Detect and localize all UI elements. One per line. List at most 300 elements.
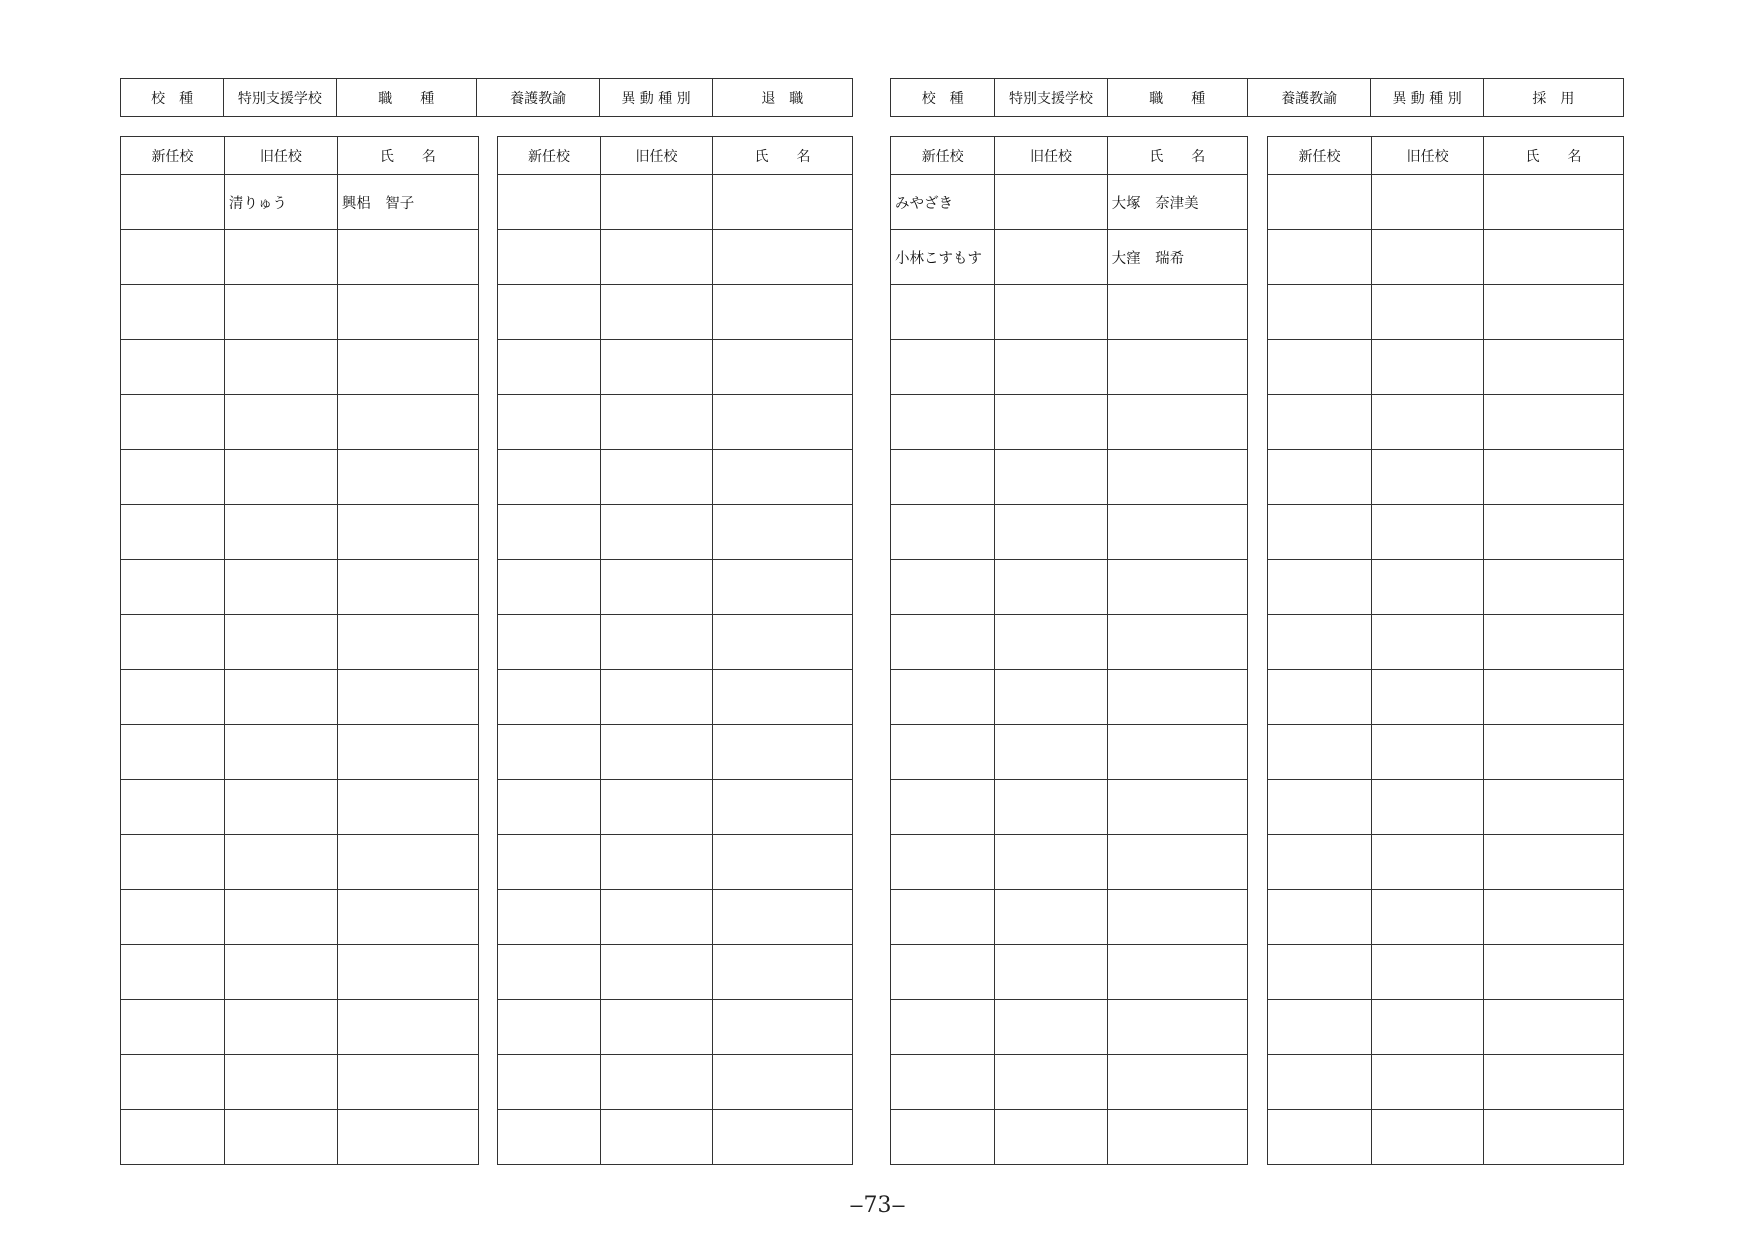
cell-old-school <box>1372 780 1484 835</box>
cell-new-school <box>1268 1055 1372 1110</box>
table-row <box>891 395 1248 450</box>
cell-name: 大窪 瑞希 <box>1107 230 1247 285</box>
cell-old-school <box>224 1000 337 1055</box>
table-row <box>891 1110 1248 1165</box>
cell-name <box>337 340 478 395</box>
table-row <box>891 835 1248 890</box>
cell-old-school <box>995 395 1107 450</box>
table-row <box>891 615 1248 670</box>
cell-new-school <box>891 560 995 615</box>
table-row <box>891 725 1248 780</box>
cell-new-school <box>1268 725 1372 780</box>
cell-name <box>1107 395 1247 450</box>
cell-new-school <box>121 340 225 395</box>
column-header-old-school: 旧任校 <box>1372 137 1484 175</box>
cell-old-school <box>601 450 713 505</box>
cell-new-school <box>498 1055 601 1110</box>
cell-old-school <box>995 890 1107 945</box>
cell-name <box>337 670 478 725</box>
table-row <box>891 560 1248 615</box>
cell-name <box>337 450 478 505</box>
cell-new-school <box>1268 890 1372 945</box>
cell-old-school <box>995 1055 1107 1110</box>
cell-old-school <box>224 340 337 395</box>
cell-new-school <box>498 340 601 395</box>
cell-name <box>1107 285 1247 340</box>
cell-name <box>713 505 853 560</box>
table-row <box>498 285 853 340</box>
cell-old-school <box>601 835 713 890</box>
cell-old-school <box>601 1110 713 1165</box>
cell-name <box>1107 1055 1247 1110</box>
cell-new-school <box>891 890 995 945</box>
table-row <box>1268 1000 1624 1055</box>
cell-name <box>337 395 478 450</box>
table-row <box>498 1110 853 1165</box>
cell-new-school <box>121 835 225 890</box>
cell-old-school <box>995 780 1107 835</box>
cell-new-school <box>121 890 225 945</box>
cell-old-school <box>1372 835 1484 890</box>
cell-new-school <box>121 560 225 615</box>
cell-name <box>1107 340 1247 395</box>
cell-new-school <box>498 175 601 230</box>
transfer-type-label: 異 動 種 別 <box>1371 79 1483 117</box>
cell-new-school <box>891 285 995 340</box>
table-row <box>121 505 479 560</box>
cell-old-school <box>224 780 337 835</box>
cell-old-school <box>224 945 337 1000</box>
job-type-label: 職 種 <box>1107 79 1247 117</box>
table-row <box>1268 615 1624 670</box>
table-row <box>891 450 1248 505</box>
table-row <box>1268 395 1624 450</box>
cell-name <box>713 780 853 835</box>
cell-name <box>337 780 478 835</box>
cell-name <box>1107 1110 1247 1165</box>
column-header-new-school: 新任校 <box>1268 137 1372 175</box>
table-row <box>498 890 853 945</box>
column-header-new-school: 新任校 <box>891 137 995 175</box>
table-row <box>891 670 1248 725</box>
cell-name: 大塚 奈津美 <box>1107 175 1247 230</box>
cell-name <box>1484 230 1624 285</box>
cell-name <box>1484 175 1624 230</box>
cell-old-school <box>601 780 713 835</box>
cell-name <box>713 725 853 780</box>
column-header-new-school: 新任校 <box>121 137 225 175</box>
cell-name <box>1107 890 1247 945</box>
cell-name <box>1484 395 1624 450</box>
cell-new-school <box>498 835 601 890</box>
cell-old-school <box>224 560 337 615</box>
cell-new-school <box>891 945 995 1000</box>
cell-new-school <box>1268 230 1372 285</box>
cell-old-school <box>1372 175 1484 230</box>
table-row <box>121 285 479 340</box>
cell-name <box>1107 505 1247 560</box>
table-row <box>121 725 479 780</box>
cell-name <box>1107 1000 1247 1055</box>
cell-name <box>1107 835 1247 890</box>
cell-old-school <box>1372 890 1484 945</box>
cell-new-school <box>498 560 601 615</box>
cell-new-school <box>1268 505 1372 560</box>
table-row <box>498 395 853 450</box>
cell-old-school <box>601 615 713 670</box>
table-row <box>121 945 479 1000</box>
table-row <box>498 725 853 780</box>
cell-old-school <box>224 285 337 340</box>
cell-old-school <box>995 505 1107 560</box>
cell-name <box>1107 725 1247 780</box>
cell-old-school <box>224 1055 337 1110</box>
table-row <box>891 340 1248 395</box>
cell-old-school <box>1372 395 1484 450</box>
column-header-name: 氏 名 <box>337 137 478 175</box>
cell-old-school <box>1372 505 1484 560</box>
table-row <box>121 395 479 450</box>
cell-new-school <box>1268 285 1372 340</box>
column-header-old-school: 旧任校 <box>224 137 337 175</box>
cell-new-school <box>498 1110 601 1165</box>
cell-new-school <box>891 725 995 780</box>
cell-new-school <box>891 835 995 890</box>
cell-new-school <box>498 890 601 945</box>
cell-old-school <box>224 725 337 780</box>
cell-old-school <box>601 945 713 1000</box>
cell-name <box>337 1000 478 1055</box>
cell-new-school <box>891 615 995 670</box>
cell-name <box>713 230 853 285</box>
cell-old-school <box>601 505 713 560</box>
cell-name <box>337 945 478 1000</box>
table-row <box>121 230 479 285</box>
cell-new-school <box>1268 450 1372 505</box>
cell-old-school <box>601 230 713 285</box>
cell-new-school <box>498 505 601 560</box>
cell-old-school <box>601 890 713 945</box>
table-row <box>498 230 853 285</box>
cell-old-school <box>1372 560 1484 615</box>
cell-old-school <box>224 890 337 945</box>
cell-old-school <box>224 1110 337 1165</box>
cell-new-school <box>121 1055 225 1110</box>
cell-old-school <box>601 285 713 340</box>
table-row <box>891 1000 1248 1055</box>
table-row <box>891 505 1248 560</box>
cell-name <box>1107 780 1247 835</box>
cell-name <box>1107 450 1247 505</box>
cell-name <box>713 1055 853 1110</box>
table-row <box>891 890 1248 945</box>
column-header-old-school: 旧任校 <box>995 137 1107 175</box>
cell-old-school <box>1372 615 1484 670</box>
cell-new-school <box>121 395 225 450</box>
table-row <box>1268 780 1624 835</box>
cell-old-school <box>995 340 1107 395</box>
cell-old-school <box>995 670 1107 725</box>
table-row <box>1268 450 1624 505</box>
cell-new-school <box>1268 1110 1372 1165</box>
table-row <box>121 780 479 835</box>
cell-old-school <box>224 615 337 670</box>
cell-old-school <box>995 945 1107 1000</box>
cell-new-school: 小林こすもす <box>891 230 995 285</box>
cell-name <box>1484 340 1624 395</box>
cell-name <box>713 670 853 725</box>
cell-old-school <box>1372 1055 1484 1110</box>
cell-new-school <box>121 945 225 1000</box>
cell-old-school <box>224 230 337 285</box>
cell-new-school <box>1268 395 1372 450</box>
cell-old-school <box>224 670 337 725</box>
cell-new-school <box>498 945 601 1000</box>
table-row <box>498 340 853 395</box>
table-row <box>1268 890 1624 945</box>
cell-old-school <box>601 725 713 780</box>
cell-name <box>1484 560 1624 615</box>
cell-new-school <box>1268 615 1372 670</box>
school-type-value: 特別支援学校 <box>995 79 1107 117</box>
cell-old-school <box>601 175 713 230</box>
roster-table-left-2 <box>497 136 853 1165</box>
cell-name <box>1107 615 1247 670</box>
cell-new-school <box>498 1000 601 1055</box>
cell-name <box>337 725 478 780</box>
table-row <box>891 780 1248 835</box>
cell-name <box>1107 670 1247 725</box>
table-row <box>498 945 853 1000</box>
cell-old-school <box>224 450 337 505</box>
cell-name: 興梠 智子 <box>337 175 478 230</box>
cell-old-school <box>995 725 1107 780</box>
cell-new-school <box>891 780 995 835</box>
cell-new-school <box>1268 835 1372 890</box>
cell-name <box>713 1000 853 1055</box>
roster-table-right-2 <box>1267 136 1624 1165</box>
cell-new-school <box>1268 175 1372 230</box>
cell-name <box>337 560 478 615</box>
cell-new-school <box>891 1055 995 1110</box>
cell-old-school <box>601 560 713 615</box>
cell-name <box>713 175 853 230</box>
cell-old-school <box>995 230 1107 285</box>
cell-old-school <box>601 340 713 395</box>
table-row <box>121 670 479 725</box>
cell-old-school <box>1372 230 1484 285</box>
table-row <box>1268 285 1624 340</box>
cell-old-school <box>1372 725 1484 780</box>
cell-new-school <box>121 670 225 725</box>
cell-new-school <box>121 450 225 505</box>
table-row <box>121 560 479 615</box>
table-row <box>1268 1110 1624 1165</box>
cell-new-school <box>498 780 601 835</box>
transfer-type-value: 退 職 <box>712 79 852 117</box>
table-row <box>498 1000 853 1055</box>
cell-name <box>337 890 478 945</box>
transfer-type-label: 異 動 種 別 <box>600 79 712 117</box>
table-row <box>498 560 853 615</box>
table-row <box>891 175 1248 230</box>
job-type-value: 養護教諭 <box>476 79 599 117</box>
cell-name <box>1484 1110 1624 1165</box>
cell-new-school <box>498 725 601 780</box>
cell-new-school <box>1268 1000 1372 1055</box>
cell-name <box>1484 1000 1624 1055</box>
cell-old-school <box>995 560 1107 615</box>
cell-new-school <box>891 1000 995 1055</box>
cell-name <box>1107 560 1247 615</box>
cell-new-school <box>498 670 601 725</box>
cell-name <box>1484 835 1624 890</box>
column-header-name: 氏 名 <box>713 137 853 175</box>
cell-old-school <box>601 1055 713 1110</box>
cell-name <box>337 1055 478 1110</box>
cell-new-school <box>1268 560 1372 615</box>
cell-old-school <box>1372 1000 1484 1055</box>
table-row <box>498 1055 853 1110</box>
cell-name <box>713 945 853 1000</box>
cell-old-school <box>601 395 713 450</box>
cell-new-school <box>121 505 225 560</box>
cell-name <box>713 285 853 340</box>
cell-name <box>337 285 478 340</box>
table-row <box>1268 1055 1624 1110</box>
table-row <box>121 1055 479 1110</box>
cell-old-school <box>224 505 337 560</box>
cell-new-school <box>498 230 601 285</box>
roster-table-left-1 <box>120 136 479 1165</box>
table-row <box>1268 560 1624 615</box>
job-type-label: 職 種 <box>336 79 476 117</box>
cell-new-school <box>891 450 995 505</box>
cell-name <box>713 340 853 395</box>
table-row <box>891 230 1248 285</box>
cell-old-school <box>995 1000 1107 1055</box>
transfer-type-value: 採 用 <box>1483 79 1623 117</box>
table-row <box>498 780 853 835</box>
cell-name <box>713 395 853 450</box>
cell-old-school <box>1372 945 1484 1000</box>
cell-new-school <box>1268 340 1372 395</box>
column-header-name: 氏 名 <box>1107 137 1247 175</box>
header-table-retirement <box>120 78 853 117</box>
cell-old-school <box>1372 1110 1484 1165</box>
cell-name <box>1484 505 1624 560</box>
cell-name <box>713 835 853 890</box>
header-table-hiring <box>890 78 1624 117</box>
cell-new-school <box>498 615 601 670</box>
cell-name <box>713 615 853 670</box>
cell-new-school <box>891 395 995 450</box>
cell-new-school <box>1268 945 1372 1000</box>
column-header-new-school: 新任校 <box>498 137 601 175</box>
table-row <box>121 890 479 945</box>
cell-new-school: みやざき <box>891 175 995 230</box>
school-type-label: 校 種 <box>891 79 995 117</box>
cell-new-school <box>121 230 225 285</box>
table-row <box>121 835 479 890</box>
cell-new-school <box>891 1110 995 1165</box>
table-row <box>891 285 1248 340</box>
column-header-old-school: 旧任校 <box>601 137 713 175</box>
table-row <box>1268 230 1624 285</box>
cell-old-school <box>224 835 337 890</box>
cell-new-school <box>1268 780 1372 835</box>
table-row <box>498 450 853 505</box>
table-row <box>121 1000 479 1055</box>
cell-new-school <box>498 395 601 450</box>
table-row <box>498 615 853 670</box>
table-row <box>498 670 853 725</box>
cell-name <box>713 890 853 945</box>
cell-name <box>337 1110 478 1165</box>
cell-name <box>337 230 478 285</box>
cell-name <box>1484 450 1624 505</box>
table-row <box>121 175 479 230</box>
cell-name <box>1484 1055 1624 1110</box>
cell-old-school <box>995 615 1107 670</box>
cell-new-school <box>121 175 225 230</box>
school-type-label: 校 種 <box>121 79 224 117</box>
cell-name <box>1484 890 1624 945</box>
column-header-name: 氏 名 <box>1484 137 1624 175</box>
table-row <box>121 450 479 505</box>
table-row <box>121 1110 479 1165</box>
table-row <box>891 1055 1248 1110</box>
cell-new-school <box>498 450 601 505</box>
table-row <box>498 175 853 230</box>
cell-new-school <box>891 505 995 560</box>
cell-name <box>713 1110 853 1165</box>
cell-new-school <box>121 615 225 670</box>
table-row <box>1268 945 1624 1000</box>
cell-name <box>1484 670 1624 725</box>
cell-name <box>337 835 478 890</box>
cell-name <box>337 615 478 670</box>
cell-name <box>1484 615 1624 670</box>
cell-old-school <box>601 670 713 725</box>
cell-new-school <box>891 670 995 725</box>
cell-name <box>1107 945 1247 1000</box>
cell-old-school <box>1372 450 1484 505</box>
table-row <box>498 835 853 890</box>
table-row <box>1268 725 1624 780</box>
cell-name <box>1484 945 1624 1000</box>
cell-new-school <box>121 1110 225 1165</box>
cell-new-school <box>121 285 225 340</box>
cell-name <box>1484 780 1624 835</box>
cell-new-school <box>498 285 601 340</box>
table-row <box>1268 835 1624 890</box>
cell-name <box>337 505 478 560</box>
table-row <box>1268 670 1624 725</box>
job-type-value: 養護教諭 <box>1247 79 1370 117</box>
cell-name <box>713 560 853 615</box>
cell-new-school <box>891 340 995 395</box>
table-row <box>498 505 853 560</box>
cell-old-school <box>1372 670 1484 725</box>
cell-old-school <box>995 1110 1107 1165</box>
cell-name <box>713 450 853 505</box>
page-number: ‒73‒ <box>849 1193 906 1218</box>
cell-name <box>1484 725 1624 780</box>
table-row <box>1268 175 1624 230</box>
cell-new-school <box>121 780 225 835</box>
cell-old-school <box>995 450 1107 505</box>
